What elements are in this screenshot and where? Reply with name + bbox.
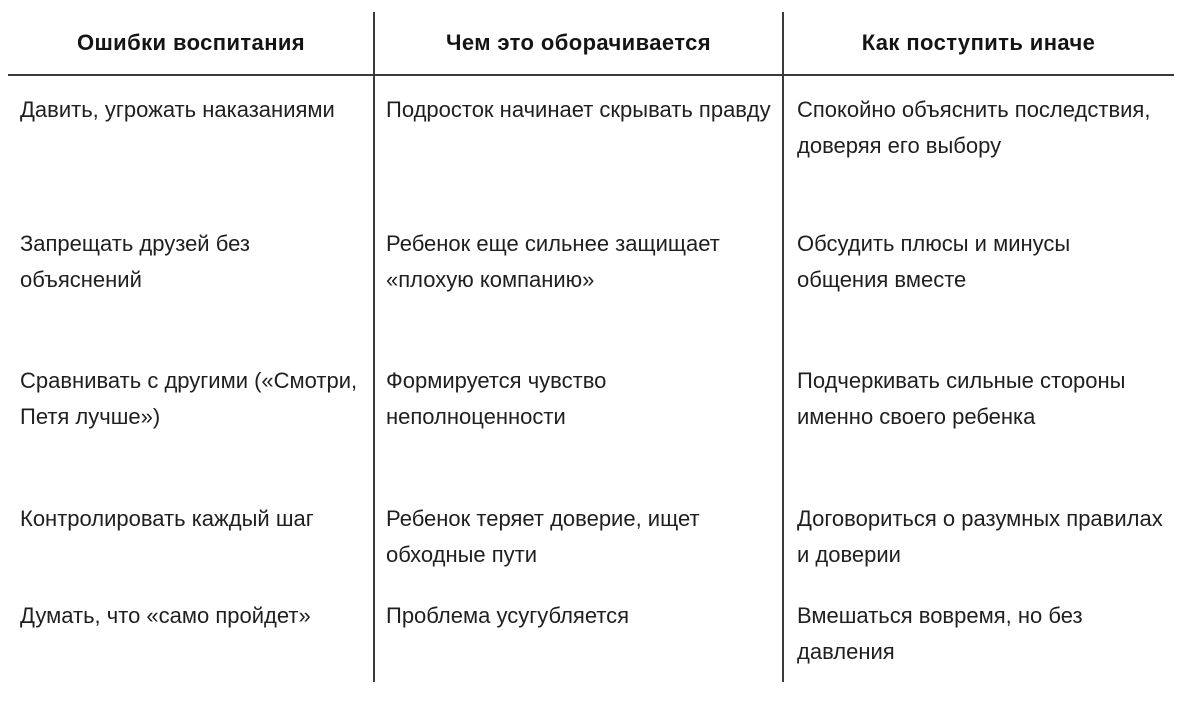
cell-mistake: Сравнивать с другими («Смотри, Петя лучше») [20,368,358,429]
cell-alternative: Обсудить плюсы и минусы общения вместе [797,231,1071,292]
table-row [8,485,1174,582]
cell-mistake: Контролировать каждый шаг [20,506,314,531]
header-consequences: Чем это оборачивается [446,30,711,55]
table-row [8,76,1174,210]
cell-mistake: Давить, угрожать наказаниями [20,97,335,122]
cell-alternative: Вмешаться вовремя, но без давления [797,603,1083,664]
cell-consequence: Ребенок теряет доверие, ищет обходные пути [386,506,700,567]
parenting-mistakes-table [8,12,1174,682]
cell-alternative: Подчеркивать сильные стороны именно своего ребенка [797,368,1126,429]
cell-consequence: Подросток начинает скрывать правду [386,97,771,122]
cell-mistake: Запрещать друзей без объяснений [20,231,250,292]
table-row [8,210,1174,347]
header-mistakes: Ошибки воспитания [76,30,306,55]
cell-alternative: Спокойно объяснить последствия, доверяя его выбору [797,97,1151,158]
table-header-row [8,12,1174,76]
cell-consequence: Формируется чувство неполноценности [386,368,607,429]
header-alternative: Как поступить иначе [861,30,1096,55]
table-row [8,582,1174,682]
cell-consequence: Ребенок еще сильнее защищает «плохую компанию» [386,231,720,292]
column-divider [373,12,375,682]
table-row [8,347,1174,485]
cell-mistake: Думать, что «само пройдет» [20,603,311,628]
cell-consequence: Проблема усугубляется [386,603,630,628]
cell-alternative: Договориться о разумных правилах и доверии [797,506,1163,567]
column-divider [782,12,784,682]
